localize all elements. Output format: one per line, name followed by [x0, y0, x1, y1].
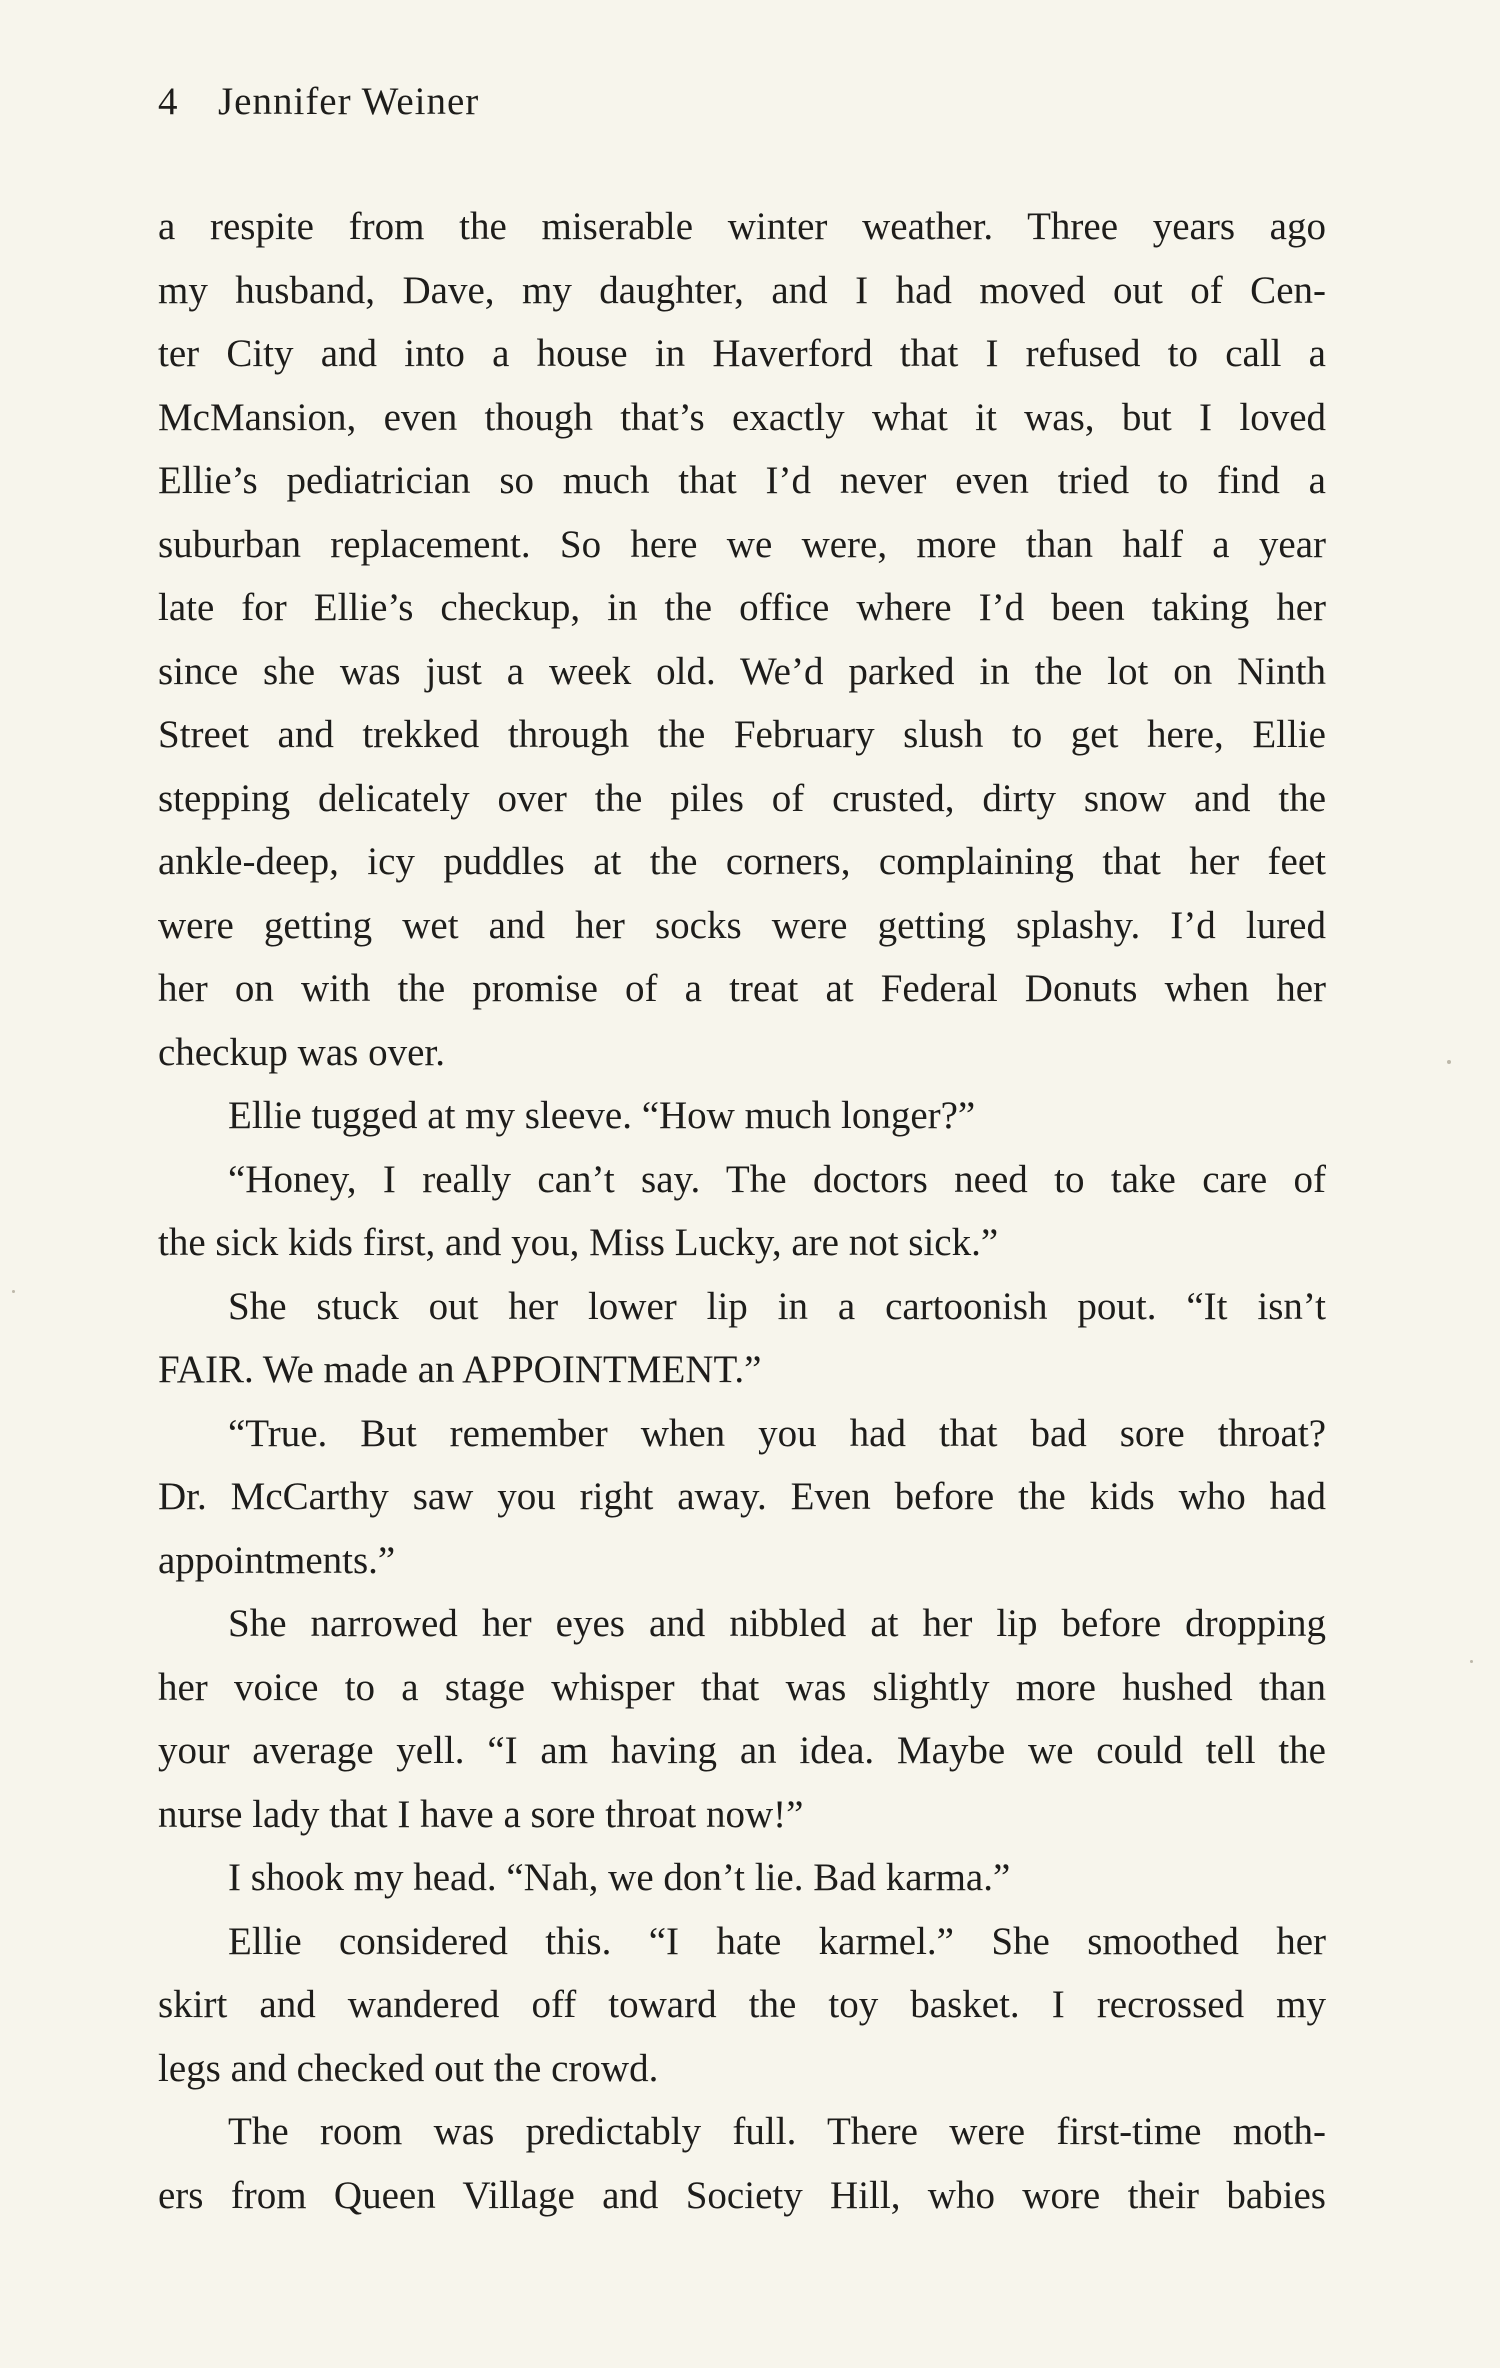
text-line: my husband, Dave, my daughter, and I had moved out of Cen- — [158, 268, 1326, 312]
text-line: her voice to a stage whisper that was slightly more hushed than — [158, 1665, 1326, 1709]
text-line: McMansion, even though that’s exactly what it was, but I loved — [158, 395, 1326, 439]
text-line: legs and checked out the crowd. — [158, 2046, 659, 2090]
text-line: I shook my head. “Nah, we don’t lie. Bad karma.” — [228, 1856, 1011, 1899]
text-line: suburban replacement. So here we were, more than half a year — [158, 522, 1326, 566]
text-line: her on with the promise of a treat at Federal Donuts when her — [158, 967, 1326, 1010]
text-line: Street and trekked through the February slush to get here, Ellie — [158, 713, 1326, 756]
text-line: nurse lady that I have a sore throat now!” — [158, 1792, 804, 1836]
text-line: Ellie considered this. “I hate karmel.” She smoothed her — [228, 1919, 1326, 1963]
text-line: Dr. McCarthy saw you right away. Even before the kids who had — [158, 1475, 1326, 1518]
paper-speck — [1447, 1060, 1451, 1064]
text-line: since she was just a week old. We’d parked in the lot on Ninth — [158, 649, 1326, 693]
text-line: ankle-deep, icy puddles at the corners, complaining that her feet — [158, 840, 1326, 883]
running-head — [158, 72, 479, 132]
text-line: The room was predictably full. There were first-time moth- — [228, 2110, 1326, 2153]
text-line: were getting wet and her socks were getting splashy. I’d lured — [158, 903, 1326, 947]
page-number: 4 — [158, 80, 179, 123]
text-line: a respite from the miserable winter weather. Three years ago — [158, 205, 1326, 248]
text-line: skirt and wandered off toward the toy basket. I recrossed my — [158, 1983, 1326, 2026]
text-line: the sick kids first, and you, Miss Lucky, are not sick.” — [158, 1221, 999, 1264]
paper-speck — [1470, 1660, 1473, 1663]
text-line: ers from Queen Village and Society Hill, who wore their babies — [158, 2173, 1326, 2217]
text-line: stepping delicately over the piles of crusted, dirty snow and the — [158, 776, 1326, 820]
text-line: Ellie tugged at my sleeve. “How much longer?” — [228, 1094, 976, 1137]
text-line: your average yell. “I am having an idea. Maybe we could tell the — [158, 1729, 1326, 1772]
text-line: Ellie’s pediatrician so much that I’d never even tried to find a — [158, 459, 1326, 502]
text-line: FAIR. We made an APPOINTMENT.” — [158, 1348, 762, 1391]
text-line: “Honey, I really can’t say. The doctors need to take care of — [228, 1157, 1326, 1201]
paper-speck — [12, 1290, 15, 1293]
text-line: checkup was over. — [158, 1030, 445, 1074]
text-line: appointments.” — [158, 1538, 396, 1582]
text-line: “True. But remember when you had that bad sore throat? — [228, 1411, 1326, 1455]
body-text — [158, 195, 1326, 2227]
text-line: ter City and into a house in Haverford that I refused to call a — [158, 332, 1326, 375]
text-line: late for Ellie’s checkup, in the office where I’d been taking her — [158, 586, 1326, 629]
author-name: Jennifer Weiner — [218, 80, 480, 123]
text-line: She stuck out her lower lip in a cartoonish pout. “It isn’t — [228, 1284, 1326, 1328]
text-line: She narrowed her eyes and nibbled at her lip before dropping — [228, 1602, 1326, 1645]
